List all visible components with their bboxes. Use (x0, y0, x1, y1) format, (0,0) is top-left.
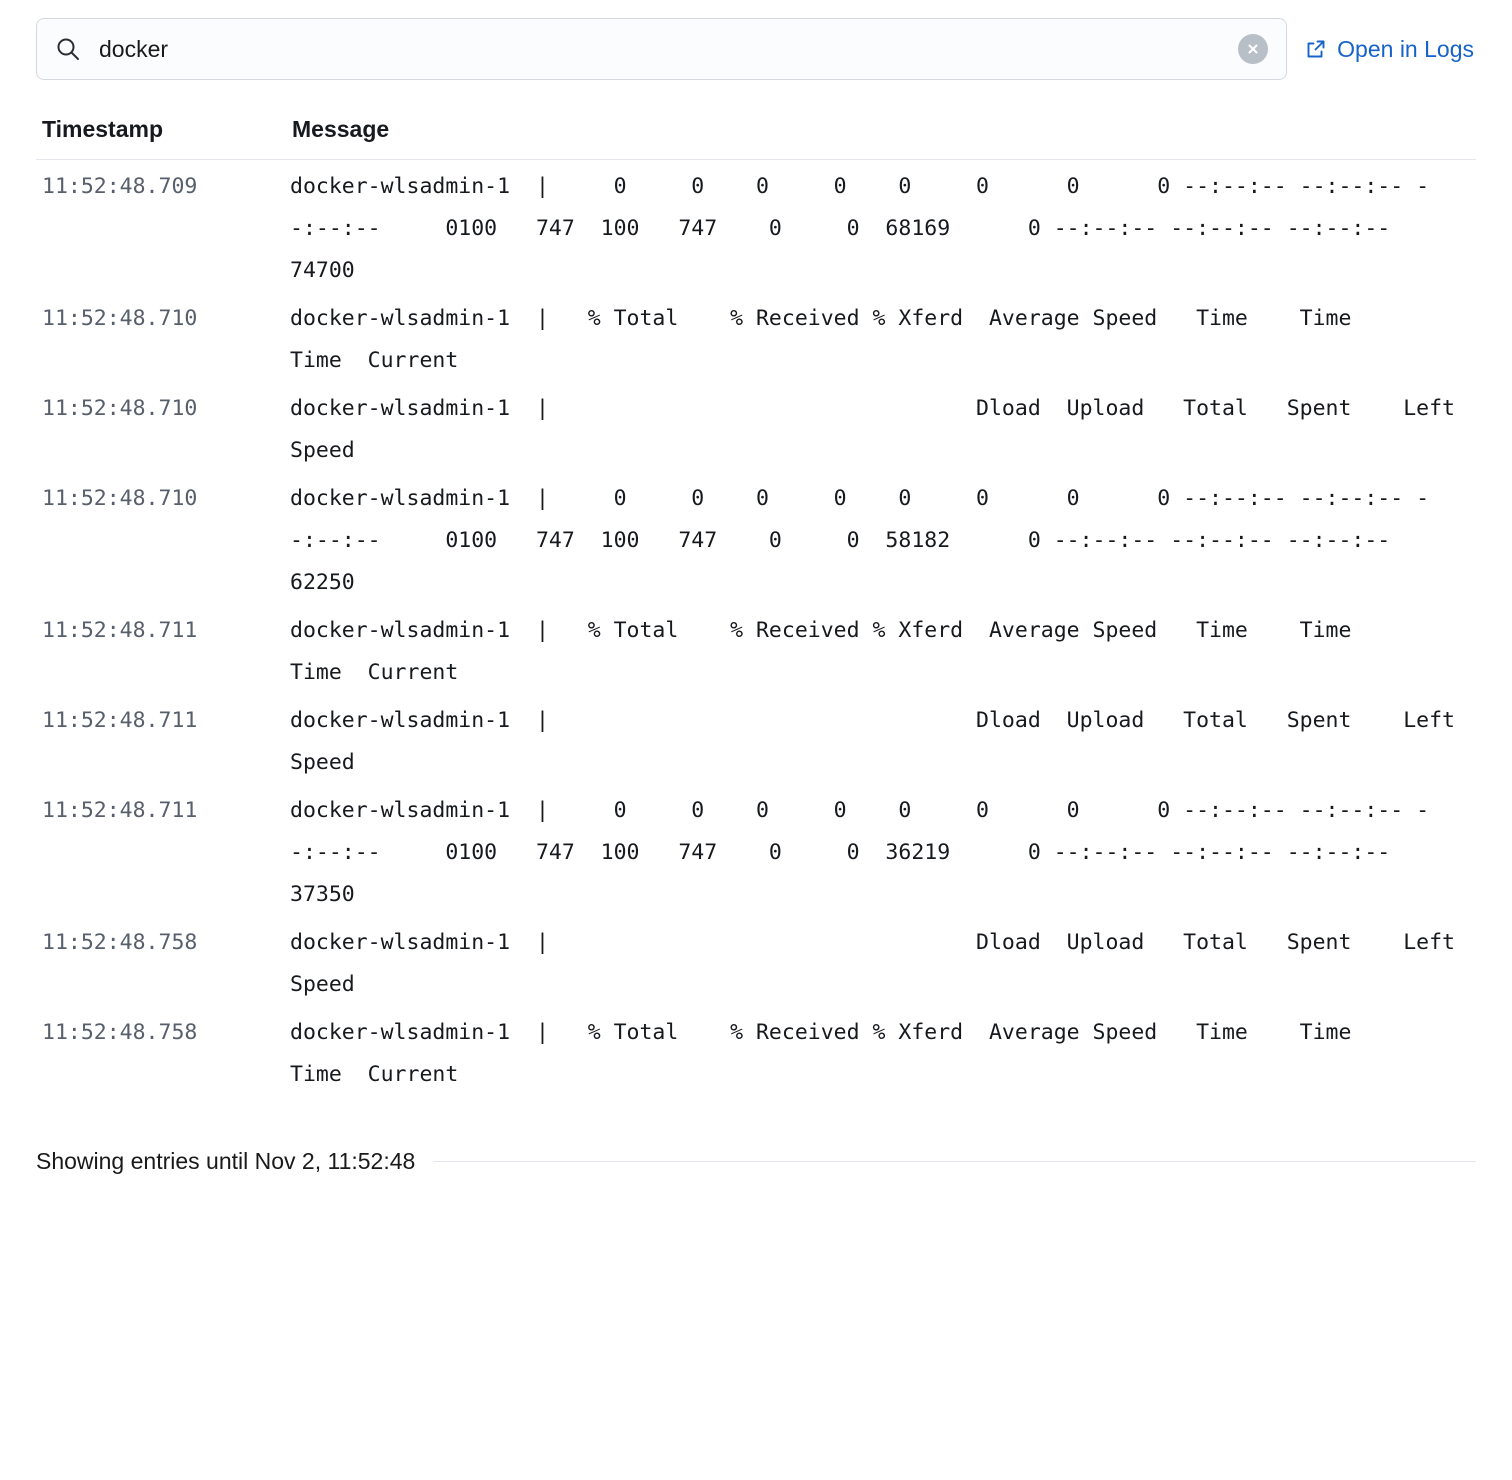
log-timestamp: 11:52:48.711 (42, 618, 198, 643)
log-timestamp: 11:52:48.711 (42, 708, 198, 733)
showing-entries-status: Showing entries until Nov 2, 11:52:48 (36, 1148, 416, 1174)
clear-search-button[interactable] (1238, 34, 1268, 64)
table-row[interactable] (36, 472, 1476, 604)
log-message: docker-wlsadmin-1 | % Total % Received % Xferd Average Speed Time Time Time Current (290, 1020, 1417, 1087)
table-header-row (36, 116, 1476, 160)
log-timestamp: 11:52:48.709 (42, 174, 198, 199)
footer-divider (433, 1161, 1476, 1162)
table-row[interactable] (36, 694, 1481, 784)
table-row[interactable] (36, 1006, 1476, 1096)
log-message: docker-wlsadmin-1 | Dload Upload Total Spent Left Speed (290, 930, 1481, 997)
table-row[interactable] (36, 784, 1476, 916)
log-message: docker-wlsadmin-1 | % Total % Received % Xferd Average Speed Time Time Time Current (290, 306, 1417, 373)
log-timestamp: 11:52:48.711 (42, 798, 198, 823)
search-box[interactable] (36, 18, 1287, 80)
external-link-icon (1305, 38, 1327, 60)
log-message: docker-wlsadmin-1 | % Total % Received % Xferd Average Speed Time Time Time Current (290, 618, 1417, 685)
log-timestamp: 11:52:48.710 (42, 306, 198, 331)
log-message: docker-wlsadmin-1 | Dload Upload Total Spent Left Speed (290, 708, 1481, 775)
log-timestamp: 11:52:48.758 (42, 930, 198, 955)
log-timestamp: 11:52:48.710 (42, 396, 198, 421)
search-icon (55, 36, 81, 62)
column-header-timestamp: Timestamp (42, 116, 164, 142)
log-message: docker-wlsadmin-1 | 0 0 0 0 0 0 0 0 --:--:-- --:--:-- --:--:-- 0100 747 100 747 0 0 58182 0 --:--:-- --:--:-- --:--:-- 62250 (290, 486, 1430, 595)
log-message: docker-wlsadmin-1 | Dload Upload Total Spent Left Speed (290, 396, 1481, 463)
log-message: docker-wlsadmin-1 | 0 0 0 0 0 0 0 0 --:--:-- --:--:-- --:--:-- 0100 747 100 747 0 0 68169 0 --:--:-- --:--:-- --:--:-- 74700 (290, 174, 1430, 283)
table-row[interactable] (36, 604, 1476, 694)
column-header-message: Message (292, 116, 390, 142)
search-input[interactable] (99, 36, 1238, 63)
log-timestamp: 11:52:48.710 (42, 486, 198, 511)
table-row[interactable] (36, 292, 1476, 382)
table-body (36, 160, 1481, 1096)
table-row[interactable] (36, 382, 1481, 472)
log-message: docker-wlsadmin-1 | 0 0 0 0 0 0 0 0 --:--:-- --:--:-- --:--:-- 0100 747 100 747 0 0 36219 0 --:--:-- --:--:-- --:--:-- 37350 (290, 798, 1430, 907)
open-in-logs-label: Open in Logs (1337, 35, 1474, 62)
table-footer (36, 1148, 1476, 1179)
table-row[interactable] (36, 160, 1476, 292)
search-row (36, 18, 1476, 80)
log-table (36, 116, 1481, 1096)
open-in-logs-link[interactable] (1305, 36, 1476, 63)
log-timestamp: 11:52:48.758 (42, 1020, 198, 1045)
table-row[interactable] (36, 916, 1481, 1006)
